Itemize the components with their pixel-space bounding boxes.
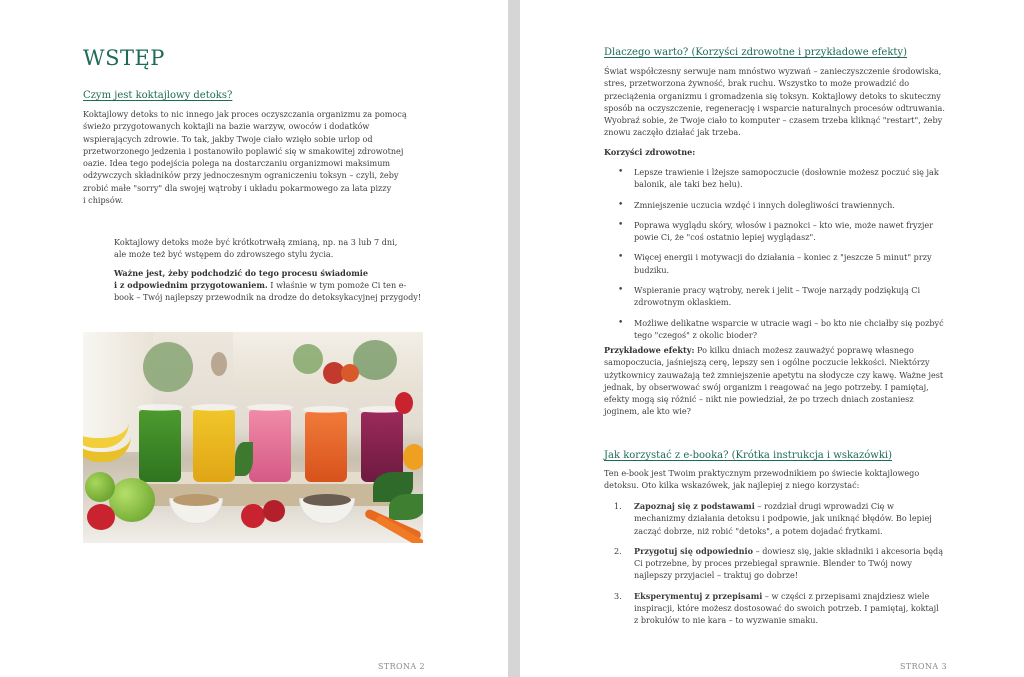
- text-line: zrobić małe "sorry" dla swojej wątroby i układu pokarmowego za lata pizzy: [83, 182, 392, 193]
- list-item: [604, 317, 1004, 342]
- text-line: odżywczych składników przy jednoczesnym ograniczeniu toksyn – czyli, żeby: [83, 170, 399, 181]
- quote-block: [114, 236, 434, 303]
- text-line: Ci potrzebne, by proces przebiegał sprawnie. Blender to Twój nowy: [634, 558, 913, 569]
- text-line: najlepszy przyjaciel – traktuj go dobrze!: [634, 570, 799, 581]
- benefits-list: [604, 166, 1004, 349]
- text-line: ale może też być wstępem do zdrowszego stylu życia.: [114, 249, 334, 260]
- text-line: • Więcej energii i motywacji do działania – koniec z "jeszcze 5 minut" przy: [634, 252, 932, 263]
- text-line: budziku.: [634, 264, 670, 275]
- text-line: tego "czegoś" z okolic bioder?: [634, 329, 758, 340]
- text-line: • Możliwe delikatne wsparcie w utracie wagi – bo kto nie chciałby się pozbyć: [634, 317, 944, 328]
- section-body-what-is-detox: [83, 108, 423, 206]
- text-span: Po kilku dniach możesz zauważyć poprawę własnego: [694, 345, 914, 355]
- benefits-label: Korzyści zdrowotne:: [604, 147, 696, 157]
- text-line: • Wspieranie pracy wątroby, nerek i jelit – Twoje narządy podziękują Ci: [634, 285, 921, 296]
- smoothie-photo: [83, 332, 423, 543]
- text-line: przetworzonego jedzenia i postanowiło poplawić się w smakowitej zdrowotnej: [83, 145, 404, 156]
- list-item: [604, 166, 1004, 191]
- text-line: Wyobraź sobie, że Twoje ciało to komputer – czasem trzeba kliknąć "restart", żeby: [604, 115, 943, 126]
- list-item: [604, 545, 1004, 582]
- text-line: i chipsów.: [83, 195, 124, 206]
- text-line: Koktajlowy detoks to nic innego jak proces oczyszczania organizmu za pomocą: [83, 109, 407, 119]
- step-number: 1.: [614, 501, 622, 511]
- text-line: book – Twój najlepszy przewodnik na drodze do detoksykacyjnej przygody!: [114, 292, 422, 303]
- text-line: jednak, by obserwować swój organizm i reagować na jego potrzeby. I pamiętaj,: [604, 381, 929, 392]
- text-line: zdrowotnym oklaskiem.: [634, 297, 732, 308]
- list-item: [604, 251, 1004, 276]
- text-line: Świat współczesny serwuje nam mnóstwo wyzwań – zanieczyszczenie środowiska,: [604, 66, 942, 76]
- text-line: zacząć dobrze, niż robić "detoks", a potem dojadać frytkami.: [634, 525, 883, 536]
- text-line: z brokułów to nie kara – to wyzwanie smaku.: [634, 615, 819, 626]
- text-line: samopoczucia, jaśniejszą cerę, lepszy sen i ogólne poczucie lekkości. Niektórzy: [604, 357, 930, 368]
- page-2: [0, 0, 508, 677]
- section-heading-how-to-use: Jak korzystać z e-booka? (Krótka instrukcja i wskazówki): [604, 450, 893, 461]
- text-line: oazie. Idea tego podejścia polega na dostarczaniu organizmowi maksimum: [83, 158, 391, 169]
- step-number: 2.: [614, 545, 622, 556]
- steps-list: [604, 500, 1004, 635]
- text-span: I właśnie w tym pomoże Ci ten e-: [267, 279, 407, 290]
- text-line: • Lepsze trawienie i lżejsze samopoczucie (dosłownie możesz poczuć się jak: [634, 167, 939, 177]
- text-line: Ten e-book jest Twoim praktycznym przewodnikiem po świecie koktajlowego: [604, 468, 920, 478]
- text-line: detoksu. Oto kilka wskazówek, jak najlepiej z niego korzystać:: [604, 480, 860, 491]
- section-body-why-worth-it: [604, 65, 994, 139]
- section-intro-how-to-use: [604, 467, 994, 492]
- page-title: WSTĘP: [83, 46, 165, 70]
- bold-text: i z odpowiednim przygotowaniem.: [114, 279, 268, 290]
- text-line: joginem, ale kto wie?: [604, 406, 691, 417]
- section-heading-what-is-detox: Czym jest koktajlowy detoks?: [83, 90, 233, 101]
- text-line: stres, przetworzona żywność, brak ruchu. Wszystko to może prowadzić do: [604, 78, 910, 89]
- text-line: sposób na oczyszczenie, regenerację i wsparcie naturalnych procesów odtruwania.: [604, 102, 945, 113]
- section-heading-why-worth-it: Dlaczego warto? (Korzyści zdrowotne i przykładowe efekty): [604, 47, 907, 58]
- effects-label: Przykładowe efekty:: [604, 345, 695, 355]
- page-number: STRONA 2: [378, 662, 426, 671]
- benefits-label-wrap: [604, 146, 695, 158]
- text-line: użytkownicy zauważają też zmniejszenie apetytu na słodycze czy kawę. Ważne jest: [604, 369, 944, 380]
- list-item: [604, 500, 1004, 537]
- text-line: powie Ci, że "coś ostatnio lepiej wyglądasz".: [634, 232, 816, 243]
- list-item: [604, 284, 1004, 309]
- text-line: wspierających zdrowie. To tak, jakby Twoje ciało wzięło sobie urlop od: [83, 133, 373, 144]
- text-line: • Zmniejszenie uczucia wzdęć i innych dolegliwości trawiennych.: [634, 199, 895, 210]
- text-line: inspiracji, które możesz dostosować do swoich potrzeb. I pamiętaj, koktajl: [634, 603, 939, 614]
- bold-text: Przygotuj się odpowiednio: [634, 545, 753, 556]
- page-number: STRONA 3: [900, 662, 948, 671]
- bold-text: Zapoznaj się z podstawami: [634, 501, 755, 511]
- bold-text: Ważne jest, żeby podchodzić do tego procesu świadomie: [114, 267, 369, 278]
- text-line: świeżo przygotowanych koktajli na bazie warzyw, owoców i dodatków: [83, 121, 370, 132]
- text-span: – w części z przepisami znajdziesz wiele: [762, 590, 930, 601]
- list-item: [604, 199, 1004, 211]
- step-number: 3.: [614, 590, 622, 601]
- bold-text: Eksperymentuj z przepisami: [634, 590, 763, 601]
- list-item: [604, 219, 1004, 244]
- text-span: – dowiesz się, jakie składniki i akcesoria będą: [753, 545, 944, 556]
- text-line: balonik, ale taki bez helu).: [634, 179, 743, 190]
- text-line: znowu zaczęło działać jak trzeba.: [604, 127, 741, 138]
- text-line: mechanizmy działania detoksu i podpowie, jak uniknąć błędów. Bo lepiej: [634, 513, 932, 524]
- text-line: Koktajlowy detoks może być krótkotrwałą zmianą, np. na 3 lub 7 dni,: [114, 237, 398, 247]
- page-3: [520, 0, 1024, 677]
- text-line: • Poprawa wyglądu skóry, włosów i paznokci – kto wie, może nawet fryzjer: [634, 219, 934, 230]
- text-line: efekty mogą się różnić – nikt nie powiedział, że po trzech dniach zostaniesz: [604, 394, 914, 405]
- text-span: – rozdział drugi wprowadzi Cię w: [754, 501, 894, 511]
- effects-paragraph: [604, 344, 994, 418]
- list-item: [604, 590, 1004, 627]
- text-line: przeciążenia organizmu i gromadzenia się toksyn. Koktajlowy detoks to skuteczny: [604, 90, 941, 101]
